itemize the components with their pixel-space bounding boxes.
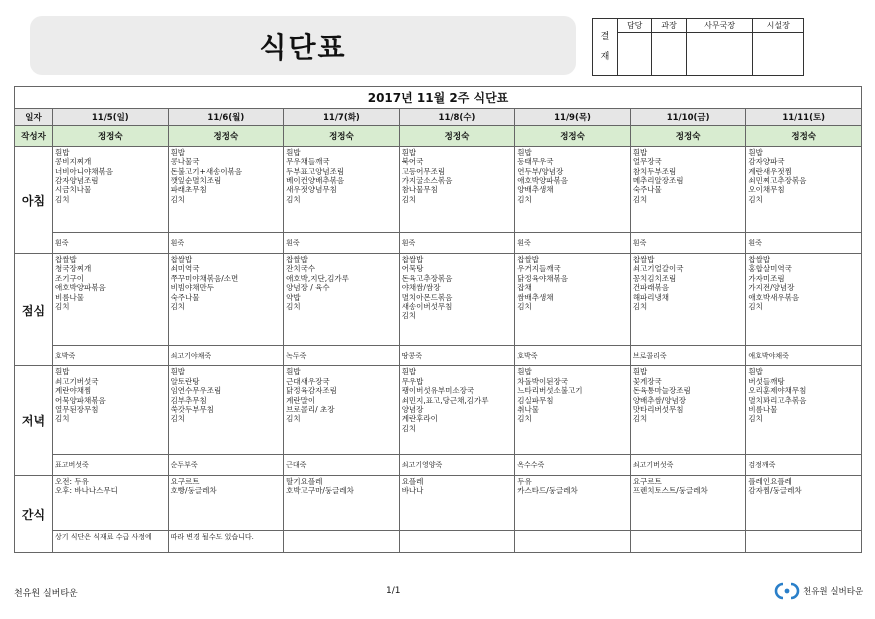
- menu-item: 시금치나물: [55, 185, 92, 195]
- date-cell: 11/5(일): [53, 108, 169, 126]
- menu-item: 두유: [517, 476, 532, 486]
- menu-item: 쇠미역국: [170, 264, 200, 274]
- menu-item: 오리훈제야채무침: [748, 386, 807, 396]
- menu-item: 쇠민찌고추장볶음: [748, 175, 807, 185]
- menu-item: 애호박,지단,김가루: [286, 273, 349, 283]
- menu-item: 해파리냉채: [632, 292, 670, 302]
- menu-item: 김치: [170, 194, 186, 204]
- menu-item: 흰밥: [401, 147, 417, 157]
- menu-item: 취나물: [517, 404, 539, 414]
- menu-item: 찹쌀밥: [517, 254, 539, 264]
- lunch-cell: [515, 253, 631, 345]
- porridge-cell: 표고버섯죽: [53, 454, 169, 475]
- breakfast-cell: [399, 146, 515, 233]
- menu-item: 김치: [401, 311, 417, 321]
- menu-item: 김치: [286, 194, 301, 204]
- porridge-cell: 흰죽: [284, 233, 400, 254]
- note-cell: [284, 531, 400, 553]
- porridge-cell: 쇠고기야채죽: [168, 345, 284, 366]
- menu-item: 호빵/둥글레차: [170, 486, 217, 495]
- menu-item: 근대새우장국: [286, 376, 330, 386]
- menu-item: 연두부/양념장: [517, 166, 564, 176]
- menu-item: 찹쌀밥: [170, 254, 193, 264]
- menu-item: 요구르트: [632, 476, 662, 486]
- menu-item: 쑥갓두부무침: [170, 404, 215, 414]
- menu-item: 흰밥: [55, 147, 70, 157]
- meal-label-lunch: 점심: [15, 253, 53, 365]
- dinner-cell: [515, 366, 631, 455]
- menu-item: 무우채들깨국: [286, 157, 330, 167]
- lunch-cell: [399, 253, 515, 345]
- menu-item: 브로콜리/ 초장: [286, 404, 335, 414]
- writer-cell: 정정숙: [630, 126, 746, 147]
- footer-page-number: 1/1: [386, 586, 401, 596]
- approval-header: 담당: [618, 19, 652, 33]
- menu-item: 비름나물: [748, 404, 778, 414]
- dinner-cell: [399, 366, 515, 455]
- menu-item: 쇠고기얼갈이국: [632, 264, 684, 274]
- menu-item: 호박고구마/둥글레차: [286, 486, 354, 495]
- snack-cell: [53, 475, 169, 531]
- menu-item: 김부추무침: [170, 395, 207, 405]
- writer-cell: 정정숙: [746, 126, 862, 147]
- menu-item: 두부표고양념조림: [286, 166, 345, 176]
- date-cell: 11/7(화): [284, 108, 400, 126]
- menu-item: 카스타드/둥글레차: [517, 486, 578, 495]
- menu-item: 흰밥: [401, 367, 417, 377]
- menu-item: 파래초무침: [170, 185, 207, 195]
- porridge-cell: 쇠고기영양죽: [399, 454, 515, 475]
- approval-header: 과장: [652, 19, 686, 33]
- menu-item: 메추리알장조림: [632, 175, 684, 185]
- snack-cell: [746, 475, 862, 531]
- menu-item: 콩비지찌개: [55, 157, 92, 167]
- menu-item: 닭정육감자조림: [286, 386, 337, 396]
- lunch-cell: [284, 253, 400, 345]
- menu-item: 김치: [286, 414, 301, 424]
- menu-item: 멸치꽈리고추볶음: [748, 395, 807, 405]
- writer-cell: 정정숙: [284, 126, 400, 147]
- menu-item: 비름나물: [55, 292, 84, 302]
- menu-item: 북어국: [401, 157, 424, 167]
- menu-item: 멸치아몬드볶음: [401, 292, 453, 302]
- menu-item: 김치: [286, 302, 301, 311]
- menu-item: 김실파무침: [517, 395, 554, 405]
- signature-box[interactable]: [753, 33, 804, 76]
- menu-item: 맛타리버섯무침: [632, 404, 684, 414]
- approval-header: 시설장: [753, 19, 804, 33]
- snack-cell: [168, 475, 284, 531]
- note-cell: 상기 식단은 식재료 수급 사정에: [53, 531, 169, 553]
- menu-item: 김치: [517, 414, 532, 424]
- menu-item: 차돌박이된장국: [517, 376, 568, 386]
- porridge-cell: 호박죽: [515, 345, 631, 366]
- menu-item: 잡채: [517, 283, 532, 293]
- menu-item: 흰밥: [55, 367, 70, 377]
- menu-item: 찹쌀밥: [401, 254, 424, 264]
- title-banner: [30, 16, 576, 75]
- menu-item: 김치: [632, 194, 648, 204]
- menu-item: 양념장 / 육수: [286, 283, 330, 293]
- menu-item: 버섯들깨탕: [748, 376, 785, 386]
- snack-cell: [399, 475, 515, 531]
- menu-item: 가지전/양념장: [748, 283, 795, 293]
- menu-item: 베이컨양배추볶음: [286, 175, 345, 185]
- lunch-cell: [168, 253, 284, 345]
- approval-label-line2: 재: [600, 52, 610, 62]
- date-cell: 11/6(월): [168, 108, 284, 126]
- menu-item: 쇠고기버섯국: [55, 376, 99, 386]
- menu-item: 숙주나물: [632, 185, 662, 195]
- logo-icon: [774, 582, 800, 600]
- menu-item: 참나물무침: [401, 185, 438, 195]
- snack-cell: [515, 475, 631, 531]
- menu-item: 팽이버섯유부미소장국: [401, 386, 475, 396]
- menu-item: 찹쌀밥: [286, 254, 308, 264]
- dinner-cell: [168, 366, 284, 455]
- menu-item: 계란후라이: [401, 414, 438, 424]
- porridge-cell: 흰죽: [515, 233, 631, 254]
- menu-item: 쭈꾸미야채볶음/소면: [170, 273, 239, 283]
- signature-box[interactable]: [618, 33, 652, 76]
- menu-item: 김치: [55, 194, 70, 204]
- menu-item: 어묵탕: [401, 264, 424, 274]
- porridge-cell: 검정깨죽: [746, 454, 862, 475]
- menu-item: 바나나: [401, 486, 424, 495]
- menu-item: 프렌치토스트/둥글레차: [632, 486, 708, 495]
- breakfast-cell: [284, 146, 400, 233]
- menu-item: 너비아니야채볶음: [55, 166, 113, 176]
- menu-item: 찹쌀밥: [748, 254, 771, 264]
- footer-org-name: 천유원 실버타운: [14, 589, 78, 599]
- approval-label-line1: 결: [600, 32, 610, 42]
- dinner-cell: [746, 366, 862, 455]
- note-cell: [399, 531, 515, 553]
- menu-item: 조기구이: [55, 273, 84, 283]
- menu-item: 감자찜/둥글레차: [748, 486, 802, 495]
- porridge-cell: 호박죽: [53, 345, 169, 366]
- writer-header: 작성자: [15, 126, 53, 147]
- page-title: 식단표: [259, 30, 347, 64]
- approval-label: [593, 19, 618, 76]
- menu-item: 흰밥: [517, 367, 532, 377]
- breakfast-cell: [746, 146, 862, 233]
- menu-item: 김치: [401, 423, 417, 433]
- porridge-cell: 흰죽: [53, 233, 169, 254]
- breakfast-cell: [630, 146, 746, 233]
- meal-label-snack: 간식: [15, 475, 53, 552]
- writer-cell: 정정숙: [399, 126, 515, 147]
- menu-item: 잔치국수: [286, 264, 316, 274]
- porridge-cell: 브로콜리죽: [630, 345, 746, 366]
- menu-item: 요플레: [401, 476, 424, 486]
- menu-item: 오전: 두유: [55, 476, 89, 486]
- menu-item: 김치: [748, 194, 763, 204]
- menu-item: 김치: [55, 302, 70, 311]
- menu-item: 김치: [170, 414, 186, 424]
- porridge-cell: 흰죽: [630, 233, 746, 254]
- porridge-cell: 흰죽: [399, 233, 515, 254]
- menu-item: 애호박양파볶음: [517, 175, 568, 185]
- menu-item: 새우젓양념무침: [286, 185, 337, 195]
- note-cell: [515, 531, 631, 553]
- menu-item: 야채쌈/쌈장: [401, 283, 441, 293]
- menu-item: 감자양파국: [748, 157, 785, 167]
- menu-item: 흰밥: [632, 367, 648, 377]
- menu-item: 김치: [401, 194, 417, 204]
- menu-item: 계란말이: [286, 395, 316, 405]
- menu-item: 건파래볶음: [632, 283, 670, 293]
- menu-item: 비빔야채만두: [170, 283, 215, 293]
- breakfast-cell: [515, 146, 631, 233]
- menu-item: 무우밥: [401, 376, 424, 386]
- menu-item: 쌈배추생채: [517, 292, 554, 302]
- menu-item: 김치: [748, 302, 763, 311]
- menu-item: 홍합살미역국: [748, 264, 792, 274]
- menu-item: 김치: [170, 302, 186, 311]
- table-caption: 2017년 11월 2주 식단표: [15, 87, 862, 109]
- menu-item: 감자양념조림: [55, 175, 99, 185]
- dinner-cell: [284, 366, 400, 455]
- menu-item: 흰밥: [748, 367, 763, 377]
- menu-item: 임연수무우조림: [170, 386, 222, 396]
- menu-item: 우거지들깨국: [517, 264, 561, 274]
- note-cell: [746, 531, 862, 553]
- menu-item: 알토란탕: [170, 376, 200, 386]
- menu-item: 쇠민지,표고,당근채,김가루: [401, 395, 489, 405]
- menu-item: 돈육고추장볶음: [401, 273, 453, 283]
- menu-item: 김치: [55, 414, 70, 424]
- menu-item: 김치: [517, 194, 532, 204]
- menu-item: 고등어무조림: [401, 166, 446, 176]
- writer-cell: 정정숙: [168, 126, 284, 147]
- menu-item: 흰밥: [748, 147, 763, 157]
- menu-item: 숙주나물: [170, 292, 200, 302]
- menu-item: 돈육통마늘장조림: [632, 386, 691, 396]
- porridge-cell: 순두부죽: [168, 454, 284, 475]
- dinner-cell: [630, 366, 746, 455]
- menu-item: 약밥: [286, 292, 301, 302]
- menu-item: 가자미조림: [748, 273, 785, 283]
- writer-cell: 정정숙: [515, 126, 631, 147]
- signature-box[interactable]: [652, 33, 686, 76]
- porridge-cell: 흰죽: [746, 233, 862, 254]
- dinner-cell: [53, 366, 169, 455]
- lunch-cell: [746, 253, 862, 345]
- note-cell: [630, 531, 746, 553]
- snack-cell: [630, 475, 746, 531]
- porridge-cell: 녹두죽: [284, 345, 400, 366]
- menu-item: 찹쌀밥: [632, 254, 655, 264]
- menu-item: 꽃게장국: [632, 376, 662, 386]
- lunch-cell: [53, 253, 169, 345]
- date-cell: 11/11(토): [746, 108, 862, 126]
- menu-item: 계란새우젓찜: [748, 166, 792, 176]
- menu-item: 가지굴소스볶음: [401, 175, 453, 185]
- menu-item: 흰밥: [286, 367, 301, 377]
- porridge-cell: 땅콩죽: [399, 345, 515, 366]
- menu-item: 애호박새우볶음: [748, 292, 800, 302]
- breakfast-cell: [53, 146, 169, 233]
- signature-box[interactable]: [686, 33, 753, 76]
- note-cell: 따라 변경 될수도 있습니다.: [168, 531, 284, 553]
- porridge-cell: 쇠고기버섯죽: [630, 454, 746, 475]
- menu-item: 오후: 바나나스무디: [55, 486, 118, 495]
- menu-item: 양배추생채: [517, 185, 554, 195]
- menu-item: 계란야채찜: [55, 386, 92, 396]
- menu-item: 김치: [632, 414, 648, 424]
- menu-item: 찹쌀밥: [55, 254, 77, 264]
- menu-item: 김치: [748, 414, 763, 424]
- menu-item: 돈불고기+새송이볶음: [170, 166, 243, 176]
- menu-item: 흰밥: [286, 147, 301, 157]
- menu-item: 흰밥: [517, 147, 532, 157]
- menu-item: 딸기요플레: [286, 476, 323, 486]
- logo-text: 천유원 실버타운: [803, 587, 864, 597]
- menu-item: 열무된장무침: [55, 404, 99, 414]
- menu-item: 콩나물국: [170, 157, 200, 167]
- meal-label-breakfast: 아침: [15, 146, 53, 253]
- menu-item: 애호박양파볶음: [55, 283, 106, 293]
- porridge-cell: 옥수수죽: [515, 454, 631, 475]
- menu-item: 어묵양파채볶음: [55, 395, 106, 405]
- breakfast-cell: [168, 146, 284, 233]
- date-cell: 11/8(수): [399, 108, 515, 126]
- menu-item: 흰밥: [170, 147, 186, 157]
- meal-label-dinner: 저녁: [15, 366, 53, 475]
- menu-item: 닭정육야채볶음: [517, 273, 568, 283]
- date-cell: 11/9(목): [515, 108, 631, 126]
- lunch-cell: [630, 253, 746, 345]
- date-cell: 11/10(금): [630, 108, 746, 126]
- porridge-cell: 근대죽: [284, 454, 400, 475]
- menu-item: 동태무우국: [517, 157, 554, 167]
- date-header: 일자: [15, 108, 53, 126]
- menu-item: 요구르트: [170, 476, 200, 486]
- menu-item: 양념장: [401, 404, 424, 414]
- menu-table: [14, 86, 862, 553]
- menu-item: 플레인요플레: [748, 476, 792, 486]
- menu-item: 얼무장국: [632, 157, 662, 167]
- porridge-cell: 애호박야채죽: [746, 345, 862, 366]
- menu-item: 청국장찌개: [55, 264, 92, 274]
- menu-item: 오이채무침: [748, 185, 785, 195]
- menu-item: 참치두부조림: [632, 166, 677, 176]
- approval-header: 사무국장: [686, 19, 753, 33]
- menu-item: 흰밥: [170, 367, 186, 377]
- menu-item: 김치: [517, 302, 532, 311]
- menu-item: 꽁치김치조림: [632, 273, 677, 283]
- porridge-cell: 흰죽: [168, 233, 284, 254]
- approval-table: [592, 18, 804, 76]
- menu-item: 새송이버섯무침: [401, 302, 453, 311]
- menu-item: 깻잎순멸치조림: [170, 175, 222, 185]
- menu-item: 김치: [632, 302, 648, 311]
- writer-cell: 정정숙: [53, 126, 169, 147]
- menu-item: 흰밥: [632, 147, 648, 157]
- menu-item: 느타리버섯소불고기: [517, 386, 583, 396]
- menu-item: 양배추쌈/양념장: [632, 395, 687, 405]
- org-logo: [774, 582, 863, 600]
- snack-cell: [284, 475, 400, 531]
